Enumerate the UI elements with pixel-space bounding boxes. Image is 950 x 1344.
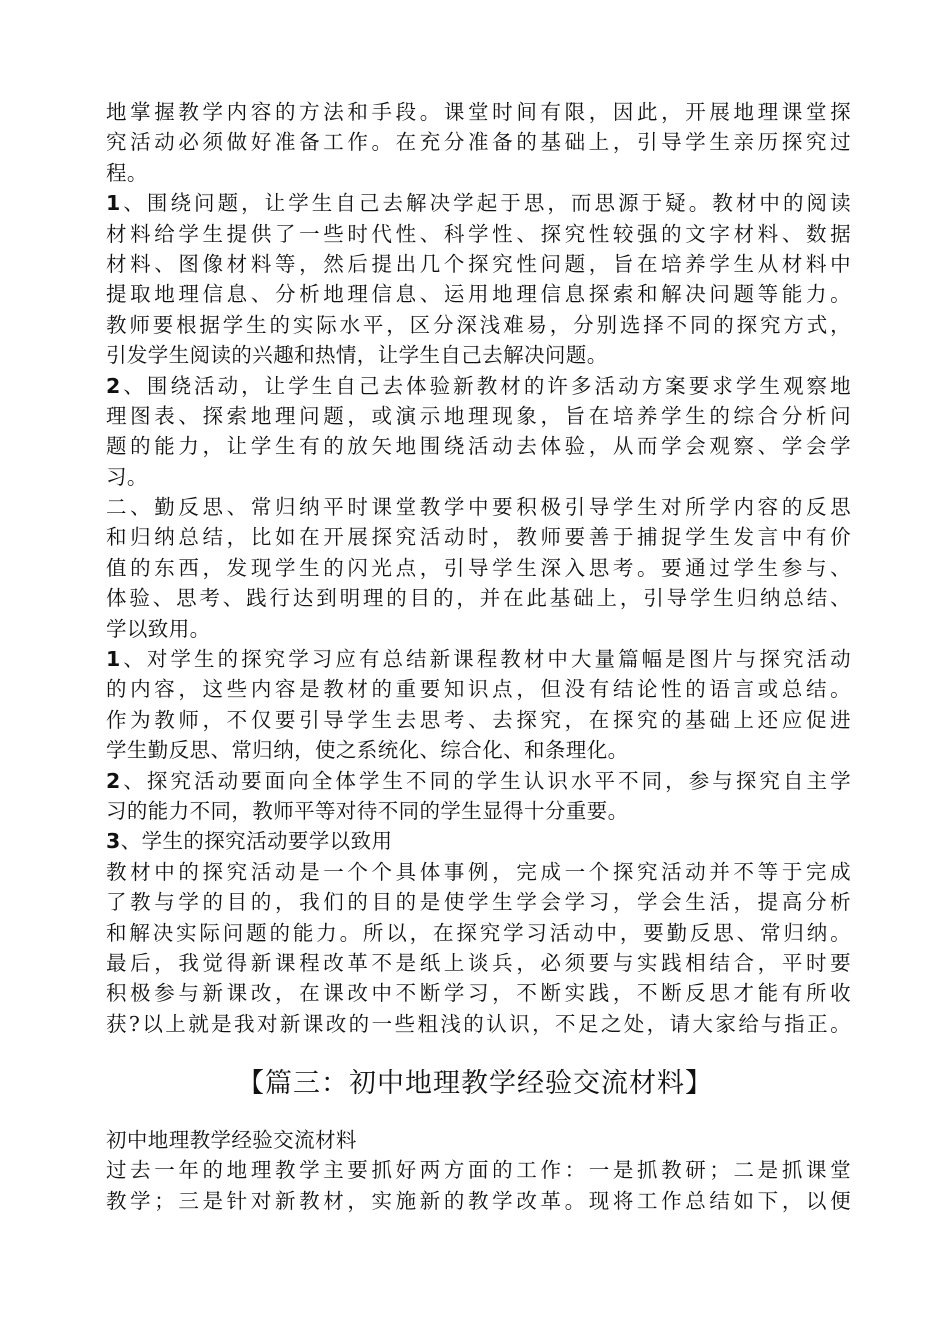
body-line <box>106 188 851 218</box>
line-text: 和解决实际问题的能力。所以，在探究学习活动中，要勤反思、常归纳。 <box>106 920 851 945</box>
body-line <box>106 887 851 917</box>
line-text: 究活动必须做好准备工作。在充分准备的基础上，引导学生亲历探究过 <box>106 130 851 155</box>
line-text: 教师要根据学生的实际水平，区分深浅难易，分别选择不同的探究方式， <box>106 312 851 337</box>
body-line: 过去一年的地理教学主要抓好两方面的工作：一是抓教研；二是抓课堂 <box>106 1158 851 1183</box>
body-line <box>106 492 851 522</box>
body-line <box>106 401 851 431</box>
line-text: 教材中的探究活动是一个个具体事例，完成一个探究活动并不等于完成 <box>106 859 851 884</box>
body-line <box>106 705 851 735</box>
body-line <box>106 1009 851 1039</box>
body-line <box>106 857 851 887</box>
line-text: 引发学生阅读的兴趣和热情，让学生自己去解决问题。 <box>106 343 608 368</box>
line-text: 、探究活动要面向全体学生不同的学生认识水平不同，参与探究自主学 <box>120 768 851 793</box>
line-text: 材料、图像材料等，然后提出几个探究性问题，旨在培养学生从材料中 <box>106 251 851 276</box>
body-line <box>106 522 851 552</box>
body-line <box>106 340 851 370</box>
section-intro <box>106 1125 851 1216</box>
body-line <box>106 826 851 856</box>
body-line <box>106 158 851 188</box>
section-heading: 【篇三：初中地理教学经验交流材料】 <box>237 1068 713 1099</box>
body-line <box>106 644 851 674</box>
list-number: 3 <box>106 829 121 854</box>
body-line <box>106 279 851 309</box>
body-line <box>106 918 851 948</box>
body-text <box>106 97 851 1039</box>
line-text: 题的能力，让学生有的放矢地围绕活动去体验，从而学会观察、学会学 <box>106 434 851 459</box>
body-line <box>106 97 851 127</box>
line-text: 理图表、探索地理问题，或演示地理现象，旨在培养学生的综合分析问 <box>106 403 851 428</box>
line-text: 了教与学的目的，我们的目的是使学生学会学习，学会生活，提高分析 <box>106 890 851 915</box>
body-line <box>106 583 851 613</box>
line-text: 、学生的探究活动要学以致用 <box>120 829 393 854</box>
body-line <box>106 371 851 401</box>
line-text: 习。 <box>106 464 148 489</box>
line-text: 的内容，这些内容是教材的重要知识点，但没有结论性的语言或总结。 <box>106 677 851 702</box>
line-text: 学生勤反思、常归纳，使之系统化、综合化、和条理化。 <box>106 738 629 763</box>
list-number: 1 <box>106 647 121 672</box>
line-text: 学以致用。 <box>106 616 211 641</box>
line-text: 地掌握教学内容的方法和手段。课堂时间有限，因此，开展地理课堂探 <box>106 100 851 124</box>
body-line <box>106 219 851 249</box>
body-line <box>106 674 851 704</box>
line-text: 、围绕问题，让学生自己去解决学起于思，而思源于疑。教材中的阅读 <box>120 191 851 216</box>
body-line <box>106 948 851 978</box>
line-text: 提取地理信息、分析地理信息、运用地理信息探索和解决问题等能力。 <box>106 282 851 307</box>
line-text: 二、勤反思、常归纳平时课堂教学中要积极引导学生对所学内容的反思 <box>106 495 851 520</box>
line-text: 值的东西，发现学生的闪光点，引导学生深入思考。要通过学生参与、 <box>106 555 851 580</box>
line-text: 材料给学生提供了一些时代性、科学性、探究性较强的文字材料、数据 <box>106 221 851 246</box>
body-line <box>106 735 851 765</box>
line-text: 和归纳总结，比如在开展探究活动时，教师要善于捕捉学生发言中有价 <box>106 525 851 550</box>
body-line <box>106 553 851 583</box>
body-line: 教学；三是针对新教材，实施新的教学改革。现将工作总结如下，以便 <box>106 1188 851 1213</box>
body-line <box>106 766 851 796</box>
body-line <box>106 978 851 1008</box>
line-text: 、围绕活动，让学生自己去体验新教材的许多活动方案要求学生观察地 <box>120 373 851 398</box>
body-line <box>106 796 851 826</box>
body-line <box>106 431 851 461</box>
list-number: 2 <box>106 768 121 793</box>
body-line <box>106 462 851 492</box>
list-number: 2 <box>106 373 121 398</box>
body-line <box>106 249 851 279</box>
subtitle-line: 初中地理教学经验交流材料 <box>106 1128 357 1152</box>
line-text: 体验、思考、践行达到明理的目的，并在此基础上，引导学生归纳总结、 <box>106 586 851 611</box>
line-text: 积极参与新课改，在课改中不断学习，不断实践，不断反思才能有所收 <box>106 981 851 1006</box>
line-text: 、对学生的探究学习应有总结新课程教材中大量篇幅是图片与探究活动 <box>120 647 851 672</box>
body-line <box>106 310 851 340</box>
line-text: 获?以上就是我对新课改的一些粗浅的认识，不足之处，请大家给与指正。 <box>106 1011 851 1036</box>
line-text: 最后，我觉得新课程改革不是纸上谈兵，必须要与实践相结合，平时要 <box>106 950 851 975</box>
list-number: 1 <box>106 191 121 216</box>
body-line <box>106 127 851 157</box>
line-text: 作为教师，不仅要引导学生去思考、去探究，在探究的基础上还应促进 <box>106 707 851 732</box>
line-text: 程。 <box>106 160 148 185</box>
line-text: 习的能力不同，教师平等对待不同的学生显得十分重要。 <box>106 798 629 823</box>
body-line <box>106 614 851 644</box>
